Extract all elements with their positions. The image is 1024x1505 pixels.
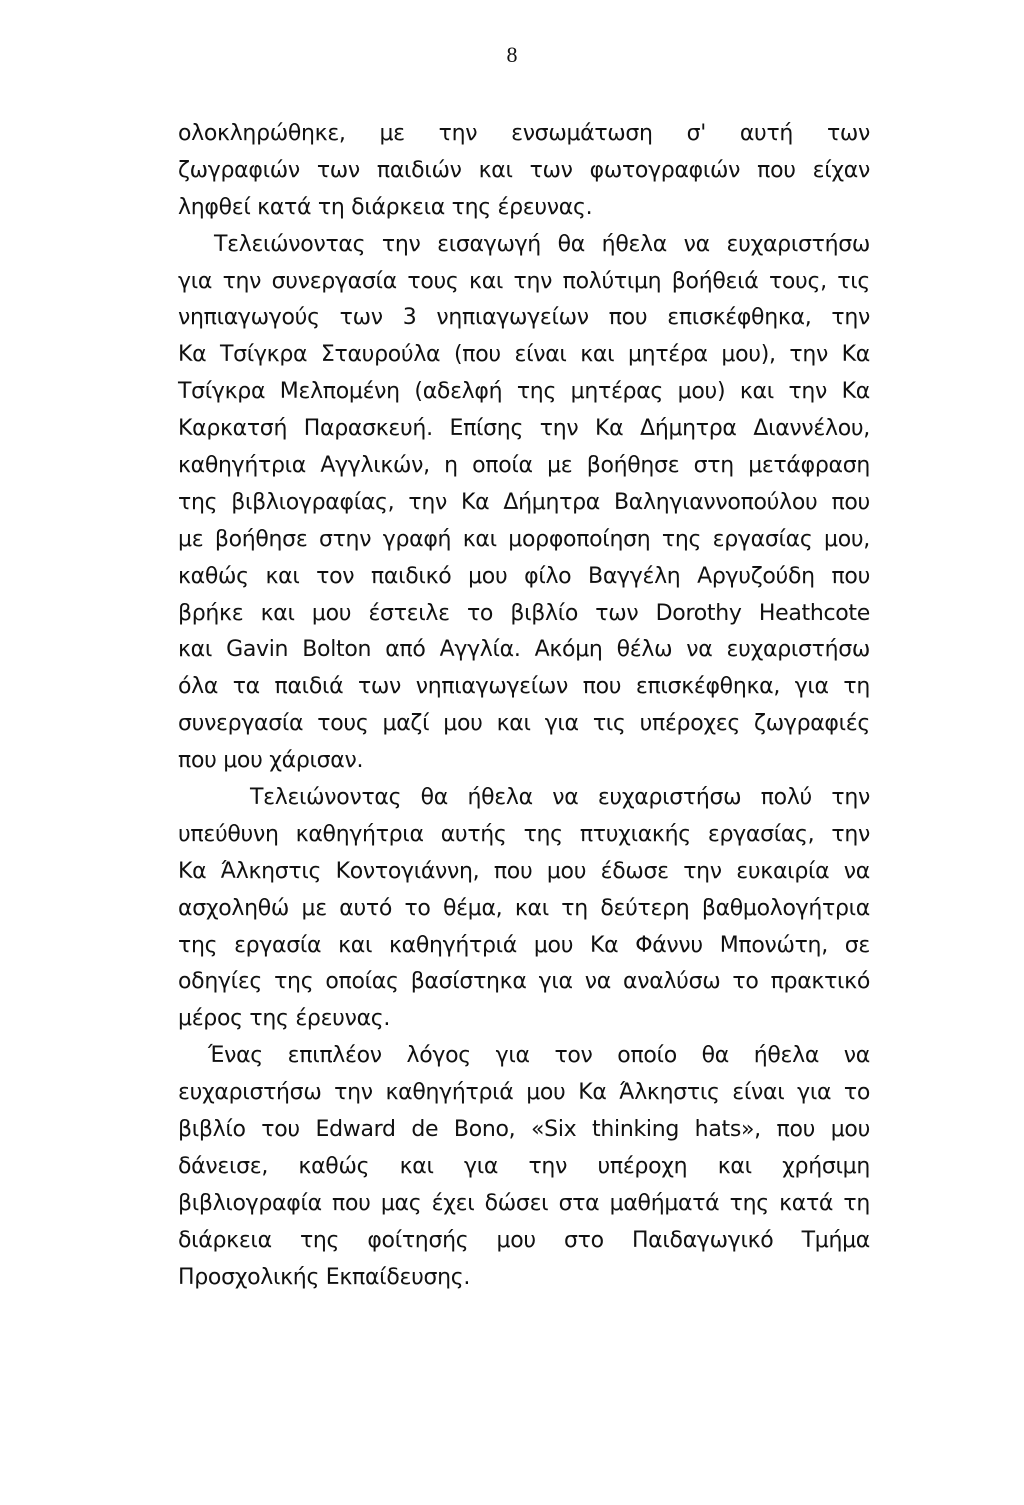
text-line: της βιβλιογραφίας, την Κα Δήμητρα Βαληγιαννοπούλου που — [178, 489, 870, 515]
text-line: για την συνεργασία τους και την πολύτιμη βοήθειά τους, τις — [178, 268, 870, 294]
text-line: ληφθεί κατά τη διάρκεια της έρευνας. — [178, 194, 593, 220]
text-line: όλα τα παιδιά των νηπιαγωγείων που επισκέφθηκα, για τη — [178, 674, 870, 700]
text-line: Κα Τσίγκρα Σταυρούλα (που είναι και μητέρα μου), την Κα — [178, 342, 870, 368]
text-line: οδηγίες της οποίας βασίστηκα για να αναλύσω το πρακτικό — [178, 969, 870, 995]
text-line: βιβλίο του Edward de Bono, «Six thinking hats», που μου — [178, 1117, 870, 1143]
text-line: Τσίγκρα Μελπομένη (αδελφή της μητέρας μου) και την Κα — [178, 379, 870, 405]
text-line: ολοκληρώθηκε, με την ενσωμάτωση σ' αυτή των — [178, 121, 870, 146]
text-line: βιβλιογραφία που μας έχει δώσει στα μαθήματά της κατά τη — [178, 1190, 870, 1216]
text-line: βρήκε και μου έστειλε το βιβλίο των Dorothy Heathcote — [178, 600, 870, 626]
text-line: Τελειώνοντας την εισαγωγή θα ήθελα να ευχαριστήσω — [214, 231, 870, 257]
text-line: καθώς και τον παιδικό μου φίλο Βαγγέλη Αργυζούδη που — [178, 563, 870, 589]
text-line: Τελειώνοντας θα ήθελα να ευχαριστήσω πολύ την — [250, 785, 870, 811]
body-text — [178, 116, 870, 1297]
text-line: δάνεισε, καθώς και για την υπέροχη και χρήσιμη — [178, 1153, 870, 1179]
text-line: ασχοληθώ με αυτό το θέμα, και τη δεύτερη βαθμολογήτρια — [178, 895, 870, 921]
text-line: Προσχολικής Εκπαίδευσης. — [178, 1264, 471, 1290]
text-line: και Gavin Bolton από Αγγλία. Ακόμη θέλω να ευχαριστήσω — [178, 637, 870, 663]
text-line: Κα Άλκηστις Κοντογιάννη, που μου έδωσε την ευκαιρία να — [178, 858, 870, 884]
text-line: ευχαριστήσω την καθηγήτριά μου Κα Άλκηστις είναι για το — [178, 1080, 870, 1106]
text-line: Ένας επιπλέον λόγος για τον οποίο θα ήθελα να — [208, 1043, 870, 1069]
text-line: που μου χάρισαν. — [178, 748, 364, 774]
text-line: διάρκεια της φοίτησής μου στο Παιδαγωγικό Τμήμα — [178, 1227, 870, 1253]
text-line: μέρος της έρευνας. — [178, 1006, 391, 1032]
text-line: Καρκατσή Παρασκευή. Επίσης την Κα Δήμητρα Διαννέλου, — [178, 416, 870, 442]
text-line: της εργασία και καθηγήτριά μου Κα Φάννυ Μπονώτη, σε — [178, 932, 870, 958]
text-line: καθηγήτρια Αγγλικών, η οποία με βοήθησε στη μετάφραση — [178, 453, 870, 479]
text-line: ζωγραφιών των παιδιών και των φωτογραφιών που είχαν — [178, 157, 870, 183]
page-number: 8 — [506, 42, 518, 67]
text-line: συνεργασία τους μαζί μου και για τις υπέροχες ζωγραφιές — [178, 711, 870, 737]
text-line: υπεύθυνη καθηγήτρια αυτής της πτυχιακής εργασίας, την — [178, 821, 870, 847]
text-line: νηπιαγωγούς των 3 νηπιαγωγείων που επισκέφθηκα, την — [178, 305, 870, 331]
text-line: με βοήθησε στην γραφή και μορφοποίηση της εργασίας μου, — [178, 526, 870, 552]
